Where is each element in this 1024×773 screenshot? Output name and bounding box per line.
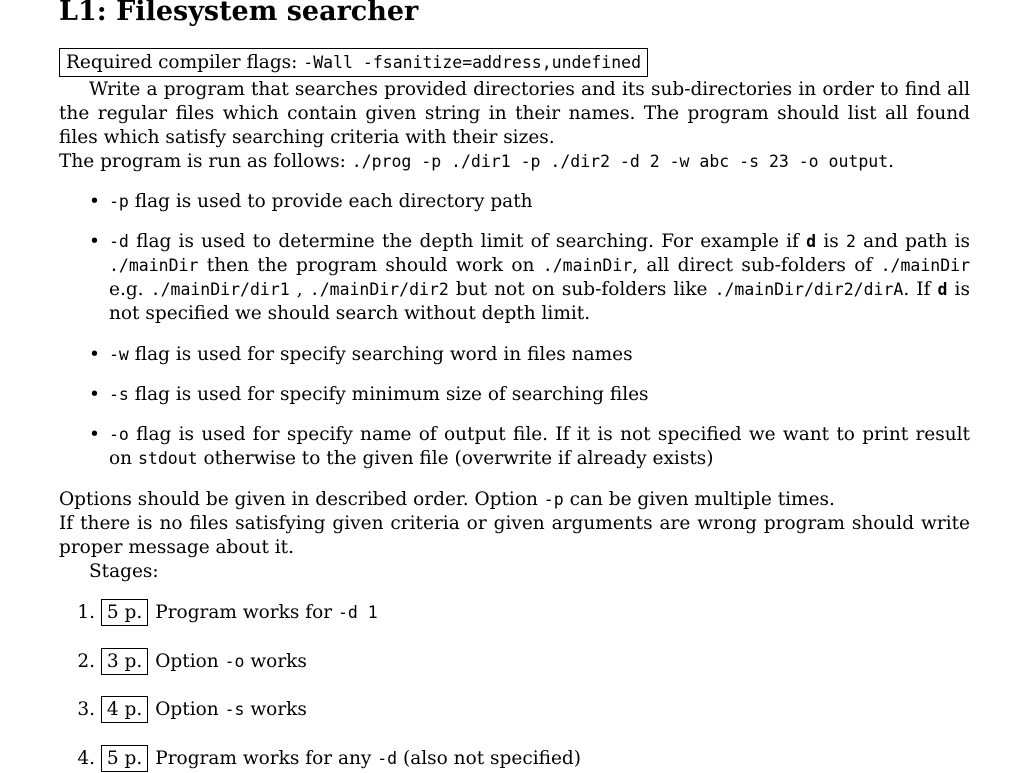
intro-text: Write a program that searches provided directories and its sub-directories in order to find all the regular files which contain given string in their names. The program should list all found files which satisfy searching criteria with their sizes. <box>59 79 970 148</box>
list-item <box>89 383 970 407</box>
text-segment: Program works for <box>155 602 333 623</box>
text-segment: Option <box>155 651 219 672</box>
run-prefix: The program is run as follows: <box>59 151 346 172</box>
flag-code: -w <box>109 345 129 364</box>
code-segment: -s <box>224 700 245 719</box>
text-segment: works <box>250 651 307 672</box>
options-note <box>59 488 970 512</box>
code-segment: ./mainDir/dir2/dirA <box>714 280 904 299</box>
bullet-icon: • <box>89 231 100 252</box>
points-box: 5 p. <box>101 745 148 772</box>
flag-description: flag is used for specify minimum size of searching files <box>134 384 649 405</box>
code-segment: 2 <box>845 232 856 251</box>
stages-label-text: Stages: <box>89 561 159 582</box>
flag-description: flag is used for specify searching word in files names <box>134 344 633 365</box>
text-segment: , all direct sub-folders of <box>632 255 873 276</box>
error-note <box>59 512 970 560</box>
code-segment: ./mainDir <box>880 256 970 275</box>
text-segment: Option <box>155 699 219 720</box>
text-segment: (also not specified) <box>403 748 581 769</box>
run-command: ./prog -p ./dir1 -p ./dir2 -d 2 -w abc -s 23 -o output <box>351 152 889 171</box>
list-item <box>89 190 970 214</box>
code-segment: stdout <box>137 449 198 468</box>
stage-item <box>59 648 307 676</box>
list-item <box>89 230 971 326</box>
flag-code: -s <box>109 385 129 404</box>
stages-label <box>59 560 970 584</box>
stage-number: 1. <box>77 602 95 623</box>
code-segment: ./mainDir/dir2 <box>309 280 449 299</box>
list-item <box>89 423 970 471</box>
compiler-flags-box <box>59 48 648 77</box>
list-item <box>89 343 970 367</box>
text-segment: works <box>250 699 307 720</box>
text-segment: but not on sub-folders like <box>455 279 708 300</box>
code-segment: -d <box>377 749 398 768</box>
intro-paragraph <box>59 78 970 150</box>
text-segment: is <box>823 231 839 252</box>
code-segment: -d 1 <box>337 603 378 622</box>
text-segment: , <box>296 279 303 300</box>
text-segment: and path is <box>863 231 971 252</box>
run-suffix: . <box>888 151 895 172</box>
bullet-icon: • <box>89 424 100 445</box>
compiler-flags-value: -Wall -fsanitize=address,undefined <box>303 53 642 72</box>
flag-description: flag is used to provide each directory path <box>134 191 533 212</box>
points-box: 4 p. <box>101 696 148 723</box>
code-segment: -o <box>224 652 245 671</box>
code-segment: ./mainDir <box>109 256 199 275</box>
text-segment: e.g. <box>109 279 144 300</box>
bullet-icon: • <box>89 191 100 212</box>
code-segment: d <box>806 232 817 251</box>
page-title: L1: Filesystem searcher <box>59 0 419 27</box>
stage-item <box>59 745 581 773</box>
text-segment: Options should be given in described order. Option <box>59 489 538 510</box>
text-segment: Program works for any <box>155 748 372 769</box>
flag-code: -p <box>109 192 129 211</box>
compiler-flags-label: Required compiler flags: <box>66 52 298 73</box>
text-segment: can be given multiple times. <box>569 489 835 510</box>
run-line <box>59 150 970 174</box>
bullet-icon: • <box>89 344 100 365</box>
points-box: 5 p. <box>101 599 148 626</box>
code-segment: d <box>937 280 948 299</box>
text-segment: is not specified we should search without depth limit. <box>109 279 970 324</box>
error-note-text: If there is no files satisfying given criteria or given arguments are wrong program should write proper message about it. <box>59 513 970 558</box>
stage-item <box>59 696 307 724</box>
code-segment: ./mainDir/dir1 <box>150 280 290 299</box>
text-segment: otherwise to the given file (overwrite if already exists) <box>203 448 714 469</box>
stage-number: 3. <box>77 699 95 720</box>
text-segment: flag is used for specify name of output file. If it is not specified we want to print result on <box>109 424 970 469</box>
code-segment: -p <box>543 490 564 509</box>
stage-item <box>59 599 378 627</box>
text-segment: flag is used to determine the depth limit of searching. For example if <box>136 231 799 252</box>
text-segment: then the program should work on <box>206 255 535 276</box>
stage-number: 2. <box>77 651 95 672</box>
bullet-icon: • <box>89 384 100 405</box>
text-segment: . If <box>903 279 931 300</box>
flag-code: -o <box>109 425 129 444</box>
flag-code: -d <box>109 232 129 251</box>
stage-number: 4. <box>77 748 95 769</box>
code-segment: ./mainDir <box>542 256 633 275</box>
points-box: 3 p. <box>101 648 148 675</box>
